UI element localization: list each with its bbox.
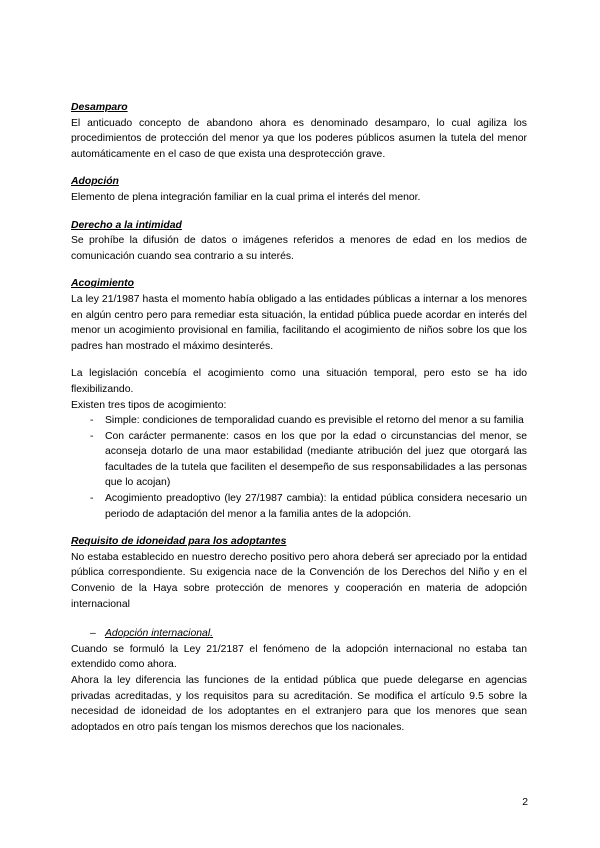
document-body (71, 100, 527, 747)
heading-acogimiento: Acogimiento (71, 278, 134, 290)
section-idoneidad (71, 534, 527, 735)
subheading-text: Adopción internacional. (105, 628, 214, 640)
section-acogimiento (71, 276, 527, 522)
list-item (71, 413, 527, 429)
list-item (71, 491, 527, 522)
heading-desamparo: Desamparo (71, 102, 128, 113)
dash-bullet: - (90, 430, 94, 442)
section-desamparo (71, 100, 527, 162)
heading-adopcion: Adopción (71, 176, 119, 188)
paragraph-acogimiento-2: La legislación concebía el acogimiento como una situación temporal, pero esto se ha ido flexibilizando. (71, 368, 527, 395)
paragraph-adopcion: Elemento de plena integración familiar en la cual prima el interés del menor. (71, 191, 421, 203)
acogimiento-types-list (71, 413, 527, 522)
paragraph-idoneidad-3: Ahora la ley diferencia las funciones de la entidad pública que puede delegarse en agencias privadas acreditadas, y los requisitos para su acreditación. Se modifica el artículo 9.5 sobre la necesidad de idoneidad de los adoptantes en el extranjero para que los menores que sean adoptados en otro país tengan los mismos derechos que los nacionales. (71, 675, 527, 733)
dash-bullet: - (90, 493, 94, 505)
section-adopcion (71, 174, 527, 205)
dash-bullet: – (90, 628, 96, 640)
list-item (71, 429, 527, 491)
paragraph-intimidad: Se prohíbe la difusión de datos o imágenes referidos a menores de edad en los medios de comunicación cuando sea contrario a su interés. (71, 235, 527, 262)
page-number: 2 (522, 797, 528, 808)
paragraph-acogimiento-1: La ley 21/1987 hasta el momento había obligado a las entidades públicas a internar a los menores en algún centro pero para remediar esta situación, la entidad pública puede acordar en interés del menor un acogimiento provisional en familia, facilitando el acogimiento de niños sobre los que los padres han mostrado el máximo desinterés. (71, 293, 527, 352)
heading-idoneidad: Requisito de idoneidad para los adoptantes (71, 536, 287, 548)
paragraph-desamparo: El anticuado concepto de abandono ahora es denominado desamparo, lo cual agiliza los procedimientos de protección del menor ya que los poderes públicos asumen la tutela del menor automáticamente en el caso de que exista una desprotección grave. (71, 117, 527, 160)
paragraph-acogimiento-3: Existen tres tipos de acogimiento: (71, 399, 227, 411)
list-item-text: Acogimiento preadoptivo (ley 27/1987 cambia): la entidad pública considera necesario un periodo de adaptación del menor a la familia antes de la adopción. (105, 493, 527, 520)
section-intimidad (71, 218, 527, 265)
heading-intimidad: Derecho a la intimidad (71, 219, 182, 231)
dash-bullet: - (90, 415, 94, 427)
paragraph-idoneidad-2: Cuando se formuló la Ley 21/2187 el fenómeno de la adopción internacional no estaba tan extendido como ahora. (71, 643, 527, 671)
subheading-adopcion-internacional (71, 626, 527, 642)
list-item-text: Con carácter permanente: casos en los que por la edad o circunstancias del menor, se aconseja dotarlo de una maor estabilidad (mediante atribución del juez que otorgará las facultades de la tutela que faciliten el desempeño de sus responsabilidades a las personas que lo acojan) (105, 430, 527, 489)
paragraph-idoneidad: No estaba establecido en nuestro derecho positivo pero ahora deberá ser apreciado por la entidad pública correspondiente. Su exigencia nace de la Convención de los Derechos del Niño y en el Convenio de la Haya sobre protección de menores y cooperación en materia de adopción internacional (71, 551, 527, 610)
list-item-text: Simple: condiciones de temporalidad cuando es previsible el retorno del menor a su familia (105, 415, 524, 427)
